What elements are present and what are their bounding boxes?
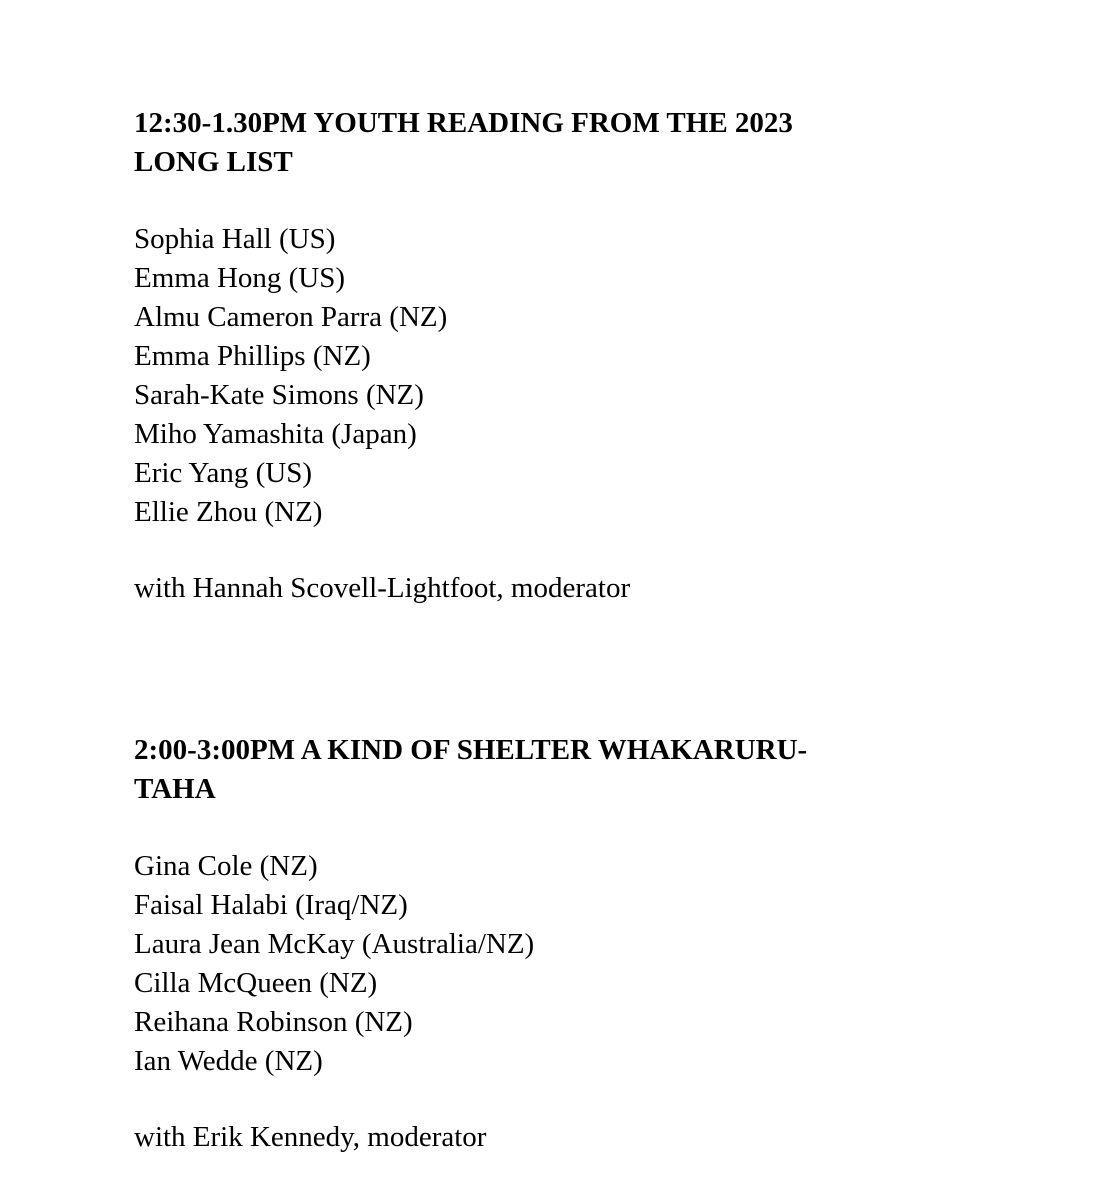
participant-name: Cilla McQueen (NZ) — [134, 967, 378, 999]
moderator-line: with Erik Kennedy, moderator — [134, 1121, 487, 1153]
participant-name: Eric Yang (US) — [134, 457, 313, 489]
session-youth-reading — [134, 104, 1034, 608]
participant-name: Almu Cameron Parra (NZ) — [134, 301, 448, 333]
session-heading — [134, 104, 934, 182]
participant-name: Sarah-Kate Simons (NZ) — [134, 379, 424, 411]
participant-name: Gina Cole (NZ) — [134, 850, 318, 882]
session-heading-line-2: LONG LIST — [134, 146, 293, 178]
participant-list — [134, 847, 1034, 1081]
participant-name: Sophia Hall (US) — [134, 223, 336, 255]
session-heading-line-1: 2:00-3:00PM A KIND OF SHELTER WHAKARURU- — [134, 734, 808, 766]
participant-name: Emma Phillips (NZ) — [134, 340, 371, 372]
participant-name: Faisal Halabi (Iraq/NZ) — [134, 889, 408, 921]
session-a-kind-of-shelter — [134, 731, 1034, 1157]
session-heading-line-2: TAHA — [134, 773, 216, 805]
moderator-line: with Hannah Scovell-Lightfoot, moderator — [134, 572, 631, 604]
participant-name: Ellie Zhou (NZ) — [134, 496, 323, 528]
session-heading-line-1: 12:30-1.30PM YOUTH READING FROM THE 2023 — [134, 107, 793, 139]
participant-list — [134, 220, 1034, 532]
participant-name: Emma Hong (US) — [134, 262, 346, 294]
participant-name: Miho Yamashita (Japan) — [134, 418, 417, 450]
participant-name: Ian Wedde (NZ) — [134, 1045, 323, 1077]
session-heading — [134, 731, 934, 809]
participant-name: Laura Jean McKay (Australia/NZ) — [134, 928, 535, 960]
participant-name: Reihana Robinson (NZ) — [134, 1006, 413, 1038]
